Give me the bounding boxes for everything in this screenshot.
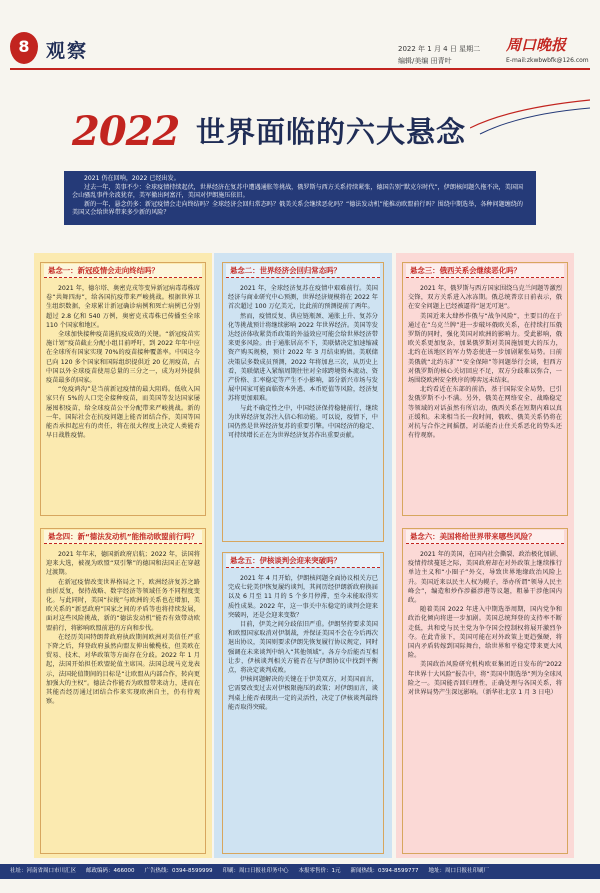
card-body xyxy=(46,284,200,512)
section-name: 观察 xyxy=(46,40,89,62)
contact-email: E-mail:zkwbwbfk@126.com xyxy=(506,57,589,64)
page-header xyxy=(0,0,600,72)
card-paragraph: 与此不确定性之中，中国经济保持稳健前行，继续为世界经济复苏注入信心和动能。可以说，疫情下，中国仍然是世界经济复苏的重要引擎。中国经济的稳定、可持续增长正在为世界经济复苏作出重要贡献。 xyxy=(228,404,378,440)
masthead-logo: 周口晚报 xyxy=(506,36,567,54)
card-title: 悬念一：新冠疫情会走向终结吗？ xyxy=(44,264,202,278)
footer-item: 新闻热线：0394-8599777 xyxy=(350,868,419,874)
headline-year: 2022 xyxy=(72,108,180,155)
card-body xyxy=(408,284,562,512)
issue-date: 2022 年 1 月 4 日 星期二 xyxy=(398,45,481,53)
intro-paragraph: 2021 仍在回响，2022 已经出发。 xyxy=(84,175,180,182)
card-paragraph: 全球加快接种疫苗遏抗疫成效的关键。“新冠疫苗实施计划”疫苗截止分配小组目前呼吁，到 2022 年年中应在全球所有国家实现 70%的疫苗接种覆盖率。中国这今已向 120 多个国家和国际组织提供近 20 亿剂疫苗，占中国以外全球疫苗使用总量的三分之一，成为对外提供疫苗最多的国家。 xyxy=(46,331,200,385)
intro-paragraph: 过去一年，美事不少：全球疫情持续起伏，世界经济在复苏中遭遇通胀等挑战，俄罗斯与西方关系持续紧张，德国告别“默克尔时代”，伊朗核问题久拖不决，美国国会山骚乱事件余波犹存，美军撤出阿富汗，美国对伊朗施压依旧。 xyxy=(72,183,523,200)
decorative-lines-icon xyxy=(470,98,590,138)
footer-item: 地址：周口日报社印刷厂 xyxy=(428,868,490,874)
editor-credit: 编辑/美编 田青叶 xyxy=(398,57,452,65)
card-paragraph: 随着美国 2022 年进入中期选举周期，国内党争和政治化倾向将进一步加剧。美国总统拜登的支持率不断走低，共和党与民主党为争夺国会控制权将展开激烈争夺。在此背景下，美国可能在对外政策上更趋强硬，将国内矛盾转嫁到国际舞台，给世界和平稳定带来更大风险。 xyxy=(408,606,562,660)
footer-item: 邮政编码：466000 xyxy=(86,868,135,874)
footer-item: 广告热线：0394-8599999 xyxy=(144,868,213,874)
card-body xyxy=(228,574,378,850)
card-body xyxy=(46,550,200,850)
card-title: 悬念四：新“德法发动机”能推动欧盟前行吗？ xyxy=(44,530,202,544)
card-paragraph: 2021 年的美国，在国内社会撕裂、政治极化加剧、疫情持续蔓延之际，美国政府却在对外政策上继续推行单边主义和“小圈子”外交，导致世界地缘政治风险上升。美国近来以民主人权为幌子，举办所谓“领导人民主峰会”，编造和炒作涉疆涉港等议题，粗暴干涉他国内政。 xyxy=(408,551,562,605)
card-title: 悬念六：美国将给世界带来哪些风险？ xyxy=(406,530,564,544)
card-paragraph: 目前，伊美之间分歧依旧严重。伊朗坚持要求美国和欧盟国家取消对伊制裁，并保证美国不会在今后再次退出协议，美国则要求伊朗先恢复履行协议规定，同时强调在未来谈判中纳入“其他领域”。各方今后能否互相让步，伊核谈判相关方能否在与伊朗协议中找到平衡点，将决定谈判成败。 xyxy=(228,621,378,675)
card-paragraph: 然而，疫情反复、供应链瓶颈、通胀上升、复苏分化等挑战预计将继续影响 2022 年世界经济。美国等发达经济体收紧货币政策的外溢效应可能会给世界经济带来更多风险。由于通胀居高不下，美联储决定加速缩减资产购买规模，预计 2022 年 3 月结束购债。美联储决策层多数成员预测，2022 年将加息三次，从历史上看，美联储进入紧缩周期往往对全球跨境资本流动、资产价格、汇率稳定等产生不小影响，部分新兴市场与发展中国家可能面临资本外逃、本币贬值等风险，经济复苏将更加艰难。 xyxy=(228,312,378,403)
intro-paragraph: 新的一年，悬念仍多：新冠疫情会走向终结吗？全球经济会回归常态吗？俄美关系会继续恶化吗？“德法发动机”能推动欧盟前行吗？围绕中期选举，各种问题缠绕的美国又会给世界带来多少新的风险？ xyxy=(72,200,523,217)
header-divider xyxy=(10,68,590,70)
card-paragraph: 2021 年，俄罗斯与西方国家围绕乌克兰问题等激烈交锋，双方关系进入冰冻期。俄总统普京日前表示，俄在安全问题上已经被逼得“退无可退”。 xyxy=(408,285,562,311)
footer-item: 社址：河南省周口市川汇区 xyxy=(10,868,77,874)
card-paragraph: 在新冠疫情改变世界格局之下，欧洲经济复苏之路由折反复，保持战略、数字经济等领域任务不同程度变化。与此同时，美国“拉拢”与欧洲的关系也在增加，美欧关系的“新恶政府”国家之间的矛盾等也将持续发展，面对这些风险挑战，新的“德法发动机”能否有效带动欧盟前行，将影响欧盟前进的方向和步伐。 xyxy=(46,578,200,632)
headline-text: 世界面临的六大悬念 xyxy=(196,115,467,149)
card-paragraph: 2021 年年末，德国新政府启航；2022 年，法国将迎来大选，被视为欧盟“双引擎”的德国和法国正在穿越过渡期。 xyxy=(46,551,200,577)
page-footer xyxy=(0,864,600,879)
card-paragraph: 美国近来大肆炒作俄与“战争风险”，主要目的在于通过在“乌克兰牌”进一步破坏俄欧关系，在持续打压俄罗斯的同时，强化美国对欧洲的影响力。受此影响，俄欧关系更加复杂，加果俄罗斯对美国施加更大的压力，北约在该地区的军力势态使进一步加剧紧张局势。日前美俄就“北约东扩”“安全保障”等问题举行会谈，但西方对俄罗斯的核心关切回应不足，双方分歧难以弥合，一场围绕欧洲安全秩序的博弈远未结束。 xyxy=(408,312,562,385)
card-body xyxy=(228,284,378,538)
card-title: 悬念五：伊核谈判会迎来突破吗？ xyxy=(226,554,380,568)
card-paragraph: 美国政治风险研究机构欧亚集团近日发布的“2022 年世界十大风险”报告中，将“美国中期选举”列为全球风险之一。美国能否回归理性，正确处理与各国关系，将对世界局势产生深远影响。（新华社北京 1 月 3 日电） xyxy=(408,661,562,697)
card-paragraph: 2021 年，德尔塔、奥密克戎等变异新冠病毒毒株席卷“共舞四海”，给各国抗疫带来严峻挑战。根据世界卫生组织数据，全球累计新冠确诊病例和死亡病例已分别超过 2.8 亿和 540 万例，奥密克戎毒株已传播至全球 110 个国家和地区。 xyxy=(46,285,200,329)
card-paragraph: “免疫鸿沟”是当前新冠疫情的最大阻碍。低收入国家只有 5%的人口完全接种疫苗，而美国等发达国家屡屡囤积疫苗，给全球疫苗公平分配带来严峻挑战。新的一年，国际社会在抗疫问题上能否团结合作，美国等国能否承担起应有的责任，将在很大程度上决定人类能否早日战胜疫情。 xyxy=(46,386,200,440)
card-paragraph: 2021 年 4 月开始，伊朗核问题全面协议相关方已完成七轮美伊恢复履约谈判，其间历经伊朗新政府换届以及 6 月至 11 月的 5 个多月停滞，至今未能取得实质性成果。2022 年，这一事关中东稳定的谈判会迎来突破吗，还是会迎来变数？ xyxy=(228,575,378,619)
card-paragraph: 北约看近在东部的前沿，基于国际安全局势，已引发俄罗斯不小不满。另外，俄美在网络安全、战略稳定等领域的对话虽然有所启动，俄西关系在短期内难以真正缓和。未来相当长一段时间，俄欧、俄美关系仍将在对抗与合作之间摇摆，对话能否止住关系恶化的势头还有待观察。 xyxy=(408,386,562,440)
page-number-badge: 8 xyxy=(10,32,38,64)
card-title: 悬念二：世界经济会回归常态吗？ xyxy=(226,264,380,278)
card-paragraph: 在经历美国特朗普政府执政期间欧洲对美信任严重下降之后，拜登政府虽然向盟友伸出橄榄枝，但美欧在贸易、技术、对华政策等方面存在分歧。2022 年 1 月起，法国开始担任欧盟轮值主席国。法国总统马克龙表示，法国轮值期间的目标是“让欧盟从内部合作，转向更加强大的主权”。德法合作能否为欧盟带来动力，进而在其能否经历通过团结合作来实现欧洲自主，仍有待观察。 xyxy=(46,633,200,706)
card-title: 悬念三：俄西关系会继续恶化吗？ xyxy=(406,264,564,278)
card-body xyxy=(408,550,562,850)
card-paragraph: 伊核问题解决的关键在于伊美双方，对美国而言，它需要改变过去对伊极限施压的政策；对伊朗而言，谈判桌上能否表现出一定的灵活性，决定了伊核谈判最终能否取得突破。 xyxy=(228,676,378,711)
footer-item: 本报零售价：1元 xyxy=(298,868,341,874)
card-paragraph: 2021 年，全球经济复苏在疫情中艰难前行。美国经济与商业研究中心预测，世界经济规模将在 2022 年首次超过 100 万亿美元，比此前的预测提前了两年。 xyxy=(228,285,378,311)
footer-item: 印刷：周口日报社印务中心 xyxy=(222,868,289,874)
intro-summary xyxy=(64,171,536,225)
